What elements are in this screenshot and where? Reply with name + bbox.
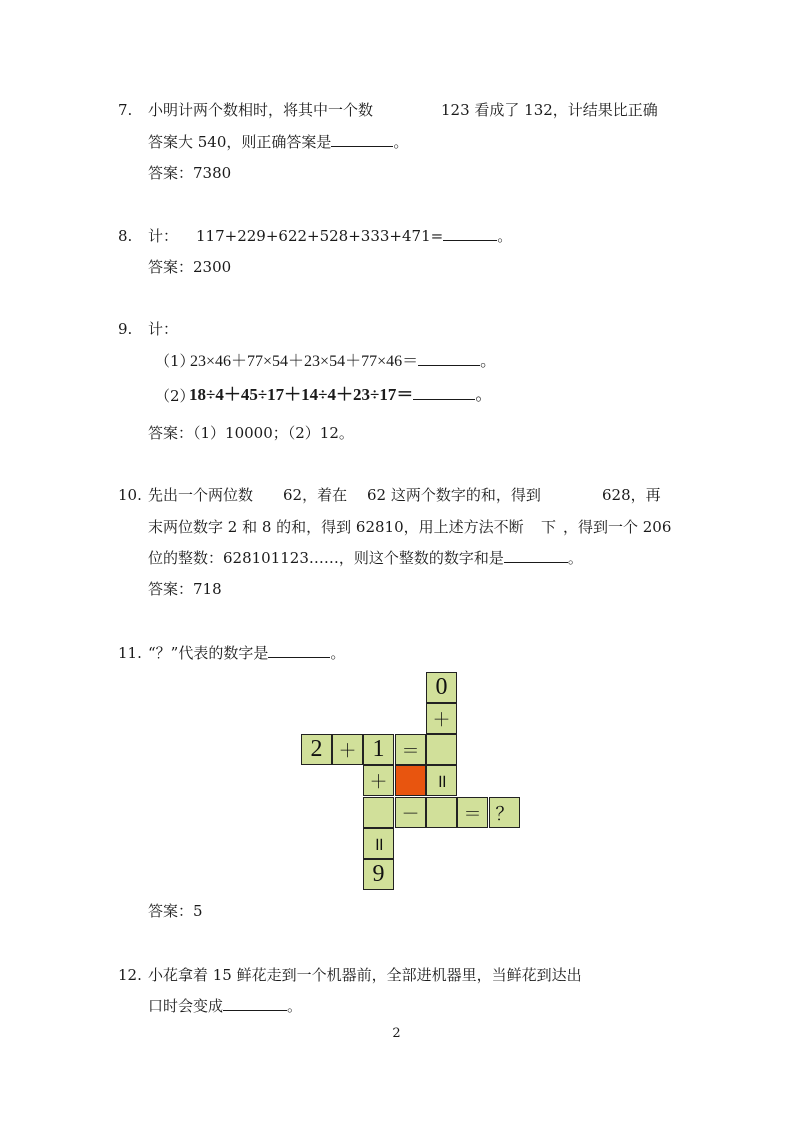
grid-cell-empty-c bbox=[426, 797, 457, 828]
q10-line2a: 末两位数字 2 和 8 的和，得到 62810，用上述方法不断 bbox=[148, 518, 524, 536]
grid-cell-plus-mid: ＋ bbox=[332, 734, 363, 765]
q12-number: 12. bbox=[118, 966, 142, 984]
q11-answer: 答案：5 bbox=[148, 902, 203, 920]
q11-number: 11. bbox=[118, 644, 142, 662]
q10-line2c: ，得到一个 206 bbox=[563, 518, 672, 536]
q8-answer: 答案：2300 bbox=[148, 258, 232, 276]
grid-cell-eq-vert: ॥ bbox=[426, 765, 457, 796]
q9-part2-expression: 18÷4＋45÷17＋14÷4＋23÷17＝ 。 bbox=[189, 385, 493, 404]
grid-cell-9: 9 bbox=[363, 859, 394, 890]
q8-expression: 117+229+622+528+333+471= 。 bbox=[196, 227, 513, 245]
q9-part1-expression: 23×46＋77×54＋23×54＋77×46＝ 。 bbox=[190, 353, 497, 370]
q10-line1a: 先出一个两位数 bbox=[148, 486, 254, 504]
q7-line1a: 小明计两个数相时，将其中一个数 bbox=[148, 101, 374, 119]
grid-cell-0: 0 bbox=[426, 672, 457, 703]
q9-label: 计： bbox=[148, 320, 179, 338]
grid-cell-1: 1 bbox=[363, 734, 394, 765]
grid-cell-eq-right: ＝ bbox=[457, 797, 488, 828]
q12-line2: 口时会变成 。 bbox=[148, 997, 303, 1015]
q7-answer: 答案：7380 bbox=[148, 164, 232, 182]
q11-answer-blank bbox=[268, 643, 330, 658]
q9-part2-blank bbox=[413, 385, 475, 400]
grid-cell-question: ？ bbox=[489, 797, 520, 828]
q7-line1b: 123 看成了 132，计结果比正确 bbox=[441, 101, 658, 119]
q12-line1: 小花拿着 15 鲜花走到一个机器前，全部进机器里，当鲜花到达出 bbox=[148, 966, 582, 984]
q9-part1-label: （1） bbox=[155, 352, 195, 370]
q9-answer: 答案：（1）10000；（2）12。 bbox=[148, 424, 354, 442]
q12-answer-blank bbox=[223, 996, 287, 1011]
grid-cell-eq-vert-low: ॥ bbox=[363, 828, 394, 859]
grid-cell-plus-top: ＋ bbox=[426, 703, 457, 734]
grid-cell-orange bbox=[395, 765, 426, 796]
grid-cell-eq-mid: ＝ bbox=[395, 734, 426, 765]
q10-line1b: 62，着在 bbox=[283, 486, 348, 504]
q8-answer-blank bbox=[443, 226, 497, 241]
q8-number: 8. bbox=[118, 227, 133, 245]
grid-cell-plus-low: ＋ bbox=[363, 765, 394, 796]
grid-cell-empty-a bbox=[426, 734, 457, 765]
q10-line1d: 628，再 bbox=[602, 486, 661, 504]
page-number: 2 bbox=[392, 1026, 401, 1041]
q10-answer: 答案：718 bbox=[148, 580, 222, 598]
q11-text: “？”代表的数字是 。 bbox=[148, 644, 346, 662]
q10-line1c: 62 这两个数字的和，得到 bbox=[367, 486, 541, 504]
grid-cell-minus: － bbox=[395, 797, 426, 828]
q10-line3: 位的整数：628101123……，则这个整数的数字和是 。 bbox=[148, 549, 583, 567]
q9-part1-blank bbox=[418, 351, 480, 366]
q10-answer-blank bbox=[504, 548, 568, 563]
q7-answer-blank bbox=[331, 132, 393, 147]
q7-number: 7. bbox=[118, 101, 133, 119]
q10-line2b: 下 bbox=[541, 518, 557, 536]
q7-line2: 答案大 540，则正确答案是 。 bbox=[148, 133, 409, 151]
q9-number: 9. bbox=[118, 320, 133, 338]
grid-cell-empty-b bbox=[363, 797, 394, 828]
q8-label: 计： bbox=[148, 227, 179, 245]
q10-number: 10. bbox=[118, 486, 142, 504]
q9-part2-label: （2） bbox=[155, 387, 195, 405]
grid-cell-2: 2 bbox=[301, 734, 332, 765]
